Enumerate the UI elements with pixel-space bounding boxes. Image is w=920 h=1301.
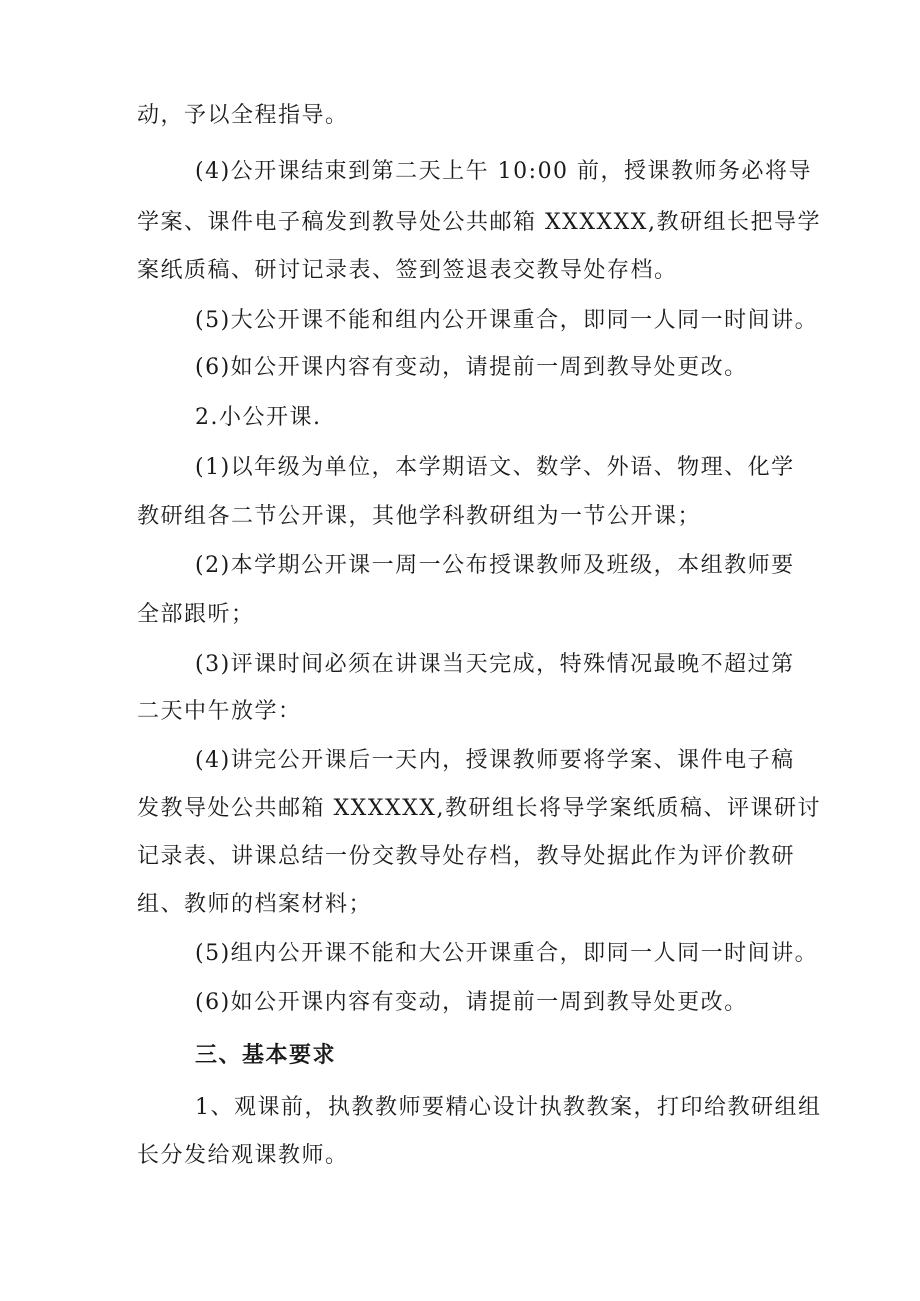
- paragraph-line: (4)讲完公开课后一天内，授课教师要将学案、课件电子稿: [195, 748, 795, 773]
- paragraph-line: 记录表、讲课总结一份交教导处存档，教导处据此作为评价教研: [137, 844, 796, 869]
- paragraph-line: (1)以年级为单位，本学期语文、数学、外语、物理、化学: [195, 455, 795, 480]
- paragraph-line: (5)大公开课不能和组内公开课重合，即同一人同一时间讲。: [195, 308, 819, 333]
- paragraph-line: 组、教师的档案材料；: [137, 892, 373, 917]
- paragraph-line: (6)如公开课内容有变动，请提前一周到教导处更改。: [195, 355, 748, 380]
- paragraph-line: 发教导处公共邮箱 XXXXXX,教研组长将导学案纸质稿、评课研讨: [137, 796, 821, 821]
- section-subheading: 2.小公开课.: [195, 405, 322, 430]
- paragraph-line: 学案、课件电子稿发到教导处公共邮箱 XXXXXX,教研组长把导学: [137, 210, 821, 235]
- paragraph-line: 案纸质稿、研讨记录表、签到签退表交教导处存档。: [137, 258, 678, 283]
- paragraph-line: (2)本学期公开课一周一公布授课教师及班级，本组教师要: [195, 553, 795, 578]
- paragraph-line: (6)如公开课内容有变动，请提前一周到教导处更改。: [195, 990, 748, 1015]
- paragraph-line: 二天中午放学：: [137, 699, 302, 724]
- paragraph-line: 1、观课前，执教教师要精心设计执教教案，打印给教研组组: [195, 1095, 822, 1120]
- paragraph-line: 全部跟听；: [137, 602, 255, 627]
- section-heading: 三、基本要求: [195, 1043, 337, 1068]
- paragraph-line: (4)公开课结束到第二天上午 10:00 前，授课教师务必将导: [195, 159, 813, 184]
- paragraph-line: (3)评课时间必须在讲课当天完成，特殊情况最晚不超过第: [195, 652, 795, 677]
- paragraph-line: 教研组各二节公开课，其他学科教研组为一节公开课；: [137, 504, 702, 529]
- paragraph-line: 长分发给观课教师。: [137, 1143, 349, 1168]
- paragraph-line: 动，予以全程指导。: [137, 103, 349, 128]
- paragraph-line: (5)组内公开课不能和大公开课重合，即同一人同一时间讲。: [195, 941, 819, 966]
